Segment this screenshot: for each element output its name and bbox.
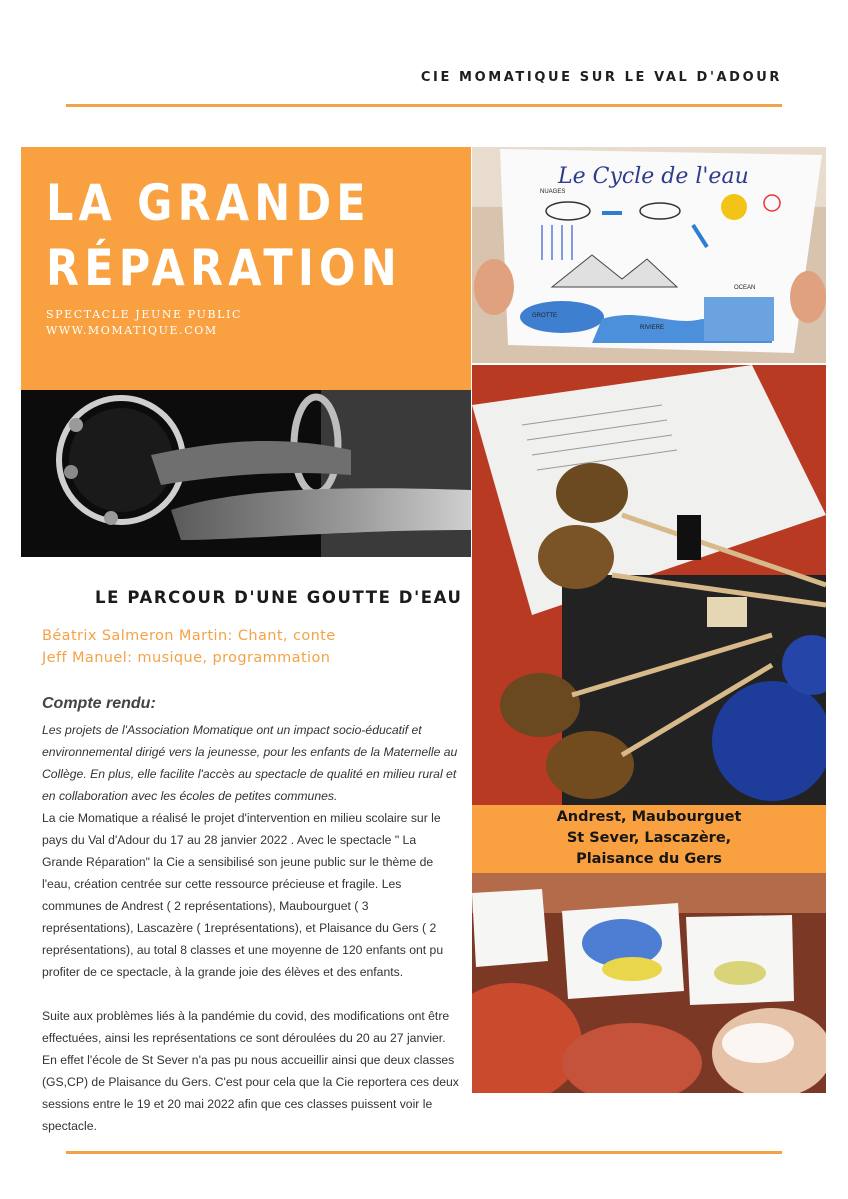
hero-title-line-1: LA GRANDE [46,174,371,232]
hero-subtitle: SPECTACLE JEUNE PUBLIC [46,308,242,321]
report-paragraph-2: Suite aux problèmes liés à la pandémie du covid, des modifications ont être effectuées, ainsi les représentations ce sont déroulées du 20 au 27 janvier. En effet l'école de St Sever n'a pas pu nous accueillir ainsi que deux classes (GS,CP) de Plaisance du Gers. C'est pour cela que la Cie reportera ces deux sessions entre le 19 et 20 mai 2022 afin que ces classes puissent voir le spectacle. [42,1009,459,1133]
cycle-label-grotte: GROTTE [532,313,557,319]
cycle-title: Le Cycle de l'eau [558,164,749,189]
report-intro: Les projets de l'Association Momatique ont un impact socio-éducatif et environnemental dirigé vers la jeunesse, pour les enfants de la Maternelle au Collège. En plus, elle facilite l'accès au spectacle de qualité en milieu rural et en collaboration avec les écoles de petites communes. [42,723,458,803]
cycle-label-ocean: OCEAN [734,285,756,291]
section-title: LE PARCOUR D'UNE GOUTTE D'EAU [95,588,463,607]
cycle-label-nuages: NUAGES [540,189,566,195]
credit-line: Jeff Manuel: musique, programmation [42,650,331,666]
report-heading: Compte rendu: [42,695,156,712]
places-line: St Sever, Lascazère, [566,830,732,846]
cycle-label-riviere: RIVIERE [640,325,665,331]
hero-title-line-2: RÉPARATION [46,239,402,297]
top-divider [66,104,782,107]
hero-website-link[interactable]: WWW.MOMATIQUE.COM [46,324,218,337]
places-line: Plaisance du Gers [576,851,722,867]
bottom-divider [66,1151,782,1154]
children-coloring-photo [472,873,826,1093]
instruments-photo [472,365,826,805]
tambourine-photo [21,390,471,557]
places-band [472,805,826,873]
report-body [42,719,460,1137]
report-paragraph-1: La cie Momatique a réalisé le projet d'intervention en milieu scolaire sur le pays du Val d'Adour du 17 au 28 janvier 2022 . Avec le spectacle " La Grande Réparation" la Cie a sensibilisé son jeune public sur le thème de l'eau, création centrée sur cette ressource précieuse et fragile. Les communes de Andrest ( 2 représentations), Maubourguet ( 3 représentations), Lascazère ( 1représentations), et Plaisance du Gers ( 2 représentations), au total 8 classes et une moyenne de 120 enfants ont pu profiter de ce spectacle, à la grande joie des élèves et des enfants. [42,811,444,979]
credit-line: Béatrix Salmeron Martin: Chant, conte [42,628,336,644]
company-header: CIE MOMATIQUE SUR LE VAL D'ADOUR [420,70,782,85]
water-cycle-drawing-photo [472,147,826,363]
places-line: Andrest, Maubourguet [556,809,742,825]
